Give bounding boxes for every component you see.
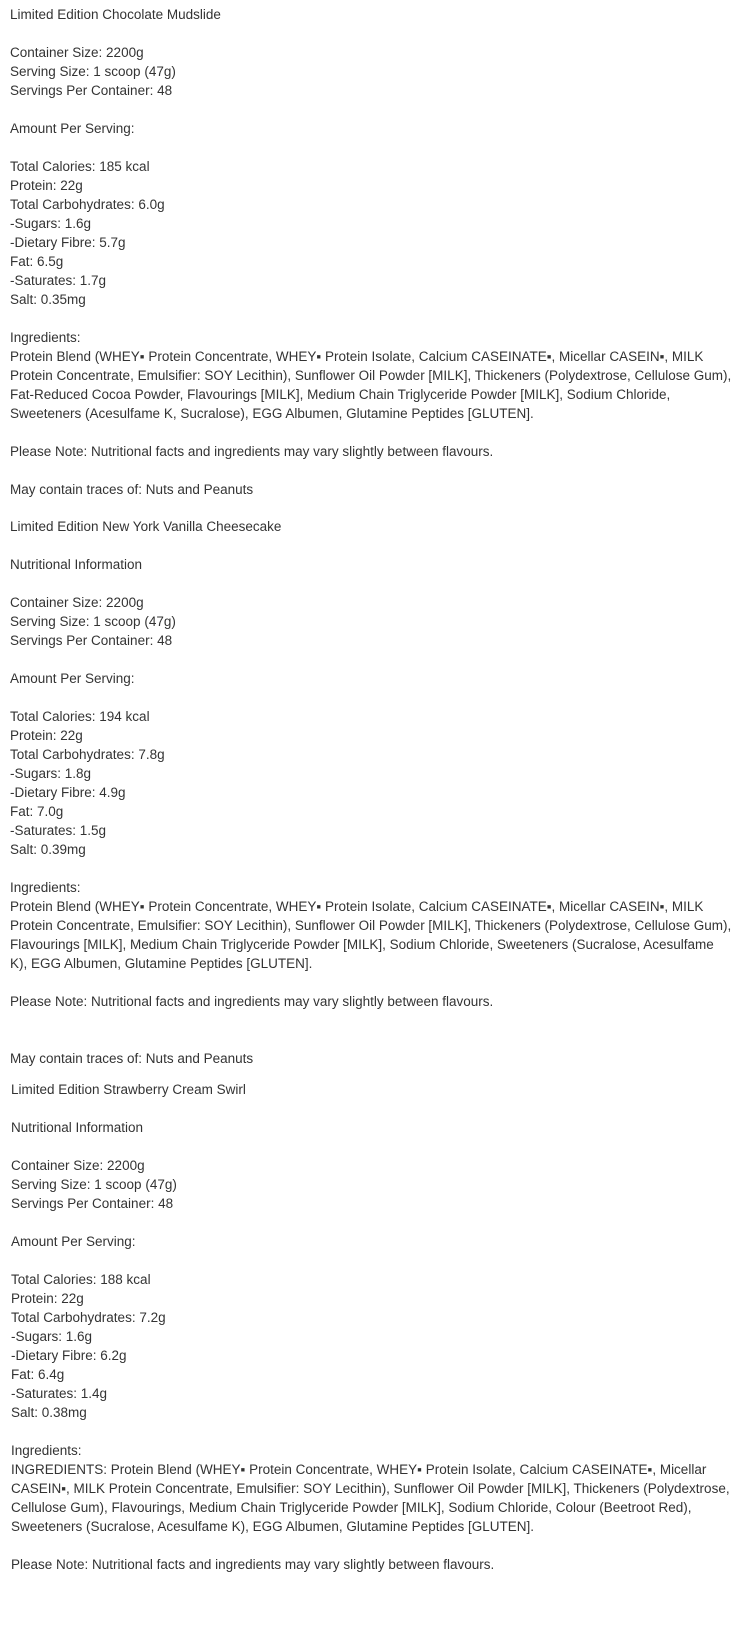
nutrition-protein: Protein: 22g (11, 1291, 84, 1306)
ingredients-text: Protein Blend (WHEY▪ Protein Concentrate, WHEY▪ Protein Isolate, Calcium CASEINATE▪, Micellar CASEIN▪, MILK Protein Concentrate, Emulsifier: SOY Lecithin), Sunflower Oil Powder [MILK], Thickeners (Polydextrose, Cellulose Gum), Fat-Reduced Cocoa Powder, Flavourings [MILK], Medium Chain Triglyceride Powder [MILK], Sodium Chloride, Sweeteners (Acesulfame K, Sucralose), EGG Albumen, Glutamine Peptides [GLUTEN]. (10, 349, 732, 421)
nutrition-saturates: -Saturates: 1.5g (10, 823, 107, 838)
nutrition-total-calories: Total Calories: 194 kcal (10, 709, 150, 724)
nutrition-sugars: -Sugars: 1.6g (10, 216, 92, 231)
container-size: Container Size: 2200g (10, 45, 144, 60)
ingredients-heading: Ingredients: (11, 1443, 82, 1458)
ingredients-heading: Ingredients: (10, 330, 81, 345)
nutrition-fat: Fat: 6.4g (11, 1367, 65, 1382)
product-title: Limited Edition New York Vanilla Cheesecake (10, 519, 282, 534)
product-section-strawberry-cream-swirl (11, 1080, 733, 1574)
may-contain-traces: May contain traces of: Nuts and Peanuts (10, 1051, 254, 1066)
nutrition-salt: Salt: 0.35mg (10, 292, 86, 307)
nutrition-dietary-fibre: -Dietary Fibre: 4.9g (10, 785, 126, 800)
amount-per-serving-heading: Amount Per Serving: (10, 671, 135, 686)
nutrition-saturates: -Saturates: 1.7g (10, 273, 107, 288)
nutrition-total-carbohydrates: Total Carbohydrates: 7.2g (11, 1310, 166, 1325)
nutrition-dietary-fibre: -Dietary Fibre: 6.2g (11, 1348, 127, 1363)
serving-size: Serving Size: 1 scoop (47g) (10, 64, 176, 79)
nutrition-saturates: -Saturates: 1.4g (11, 1386, 108, 1401)
ingredients-text: Protein Blend (WHEY▪ Protein Concentrate, WHEY▪ Protein Isolate, Calcium CASEINATE▪, Micellar CASEIN▪, MILK Protein Concentrate, Emulsifier: SOY Lecithin), Sunflower Oil Powder [MILK], Thickeners (Polydextrose, Cellulose Gum), Flavourings [MILK], Medium Chain Triglyceride Powder [MILK], Sodium Chloride, Sweeteners (Sucralose, Acesulfame K), EGG Albumen, Glutamine Peptides [GLUTEN]. (10, 899, 732, 971)
product-section-vanilla-cheesecake (10, 517, 732, 1068)
container-size: Container Size: 2200g (11, 1158, 145, 1173)
nutrition-fat: Fat: 6.5g (10, 254, 64, 269)
please-note: Please Note: Nutritional facts and ingredients may vary slightly between flavours. (11, 1557, 495, 1572)
container-size: Container Size: 2200g (10, 595, 144, 610)
nutritional-information-heading: Nutritional Information (10, 557, 143, 572)
servings-per-container: Servings Per Container: 48 (11, 1196, 174, 1211)
may-contain-traces: May contain traces of: Nuts and Peanuts (10, 482, 254, 497)
servings-per-container: Servings Per Container: 48 (10, 83, 173, 98)
amount-per-serving-heading: Amount Per Serving: (10, 121, 135, 136)
please-note: Please Note: Nutritional facts and ingredients may vary slightly between flavours. (10, 994, 494, 1009)
serving-size: Serving Size: 1 scoop (47g) (11, 1177, 177, 1192)
nutrition-dietary-fibre: -Dietary Fibre: 5.7g (10, 235, 126, 250)
amount-per-serving-heading: Amount Per Serving: (11, 1234, 136, 1249)
servings-per-container: Servings Per Container: 48 (10, 633, 173, 648)
product-section-chocolate-mudslide (10, 5, 732, 499)
nutrition-total-carbohydrates: Total Carbohydrates: 7.8g (10, 747, 165, 762)
nutrition-total-calories: Total Calories: 185 kcal (10, 159, 150, 174)
nutrition-fat: Fat: 7.0g (10, 804, 64, 819)
nutrition-sugars: -Sugars: 1.6g (11, 1329, 93, 1344)
nutrition-protein: Protein: 22g (10, 728, 83, 743)
please-note: Please Note: Nutritional facts and ingredients may vary slightly between flavours. (10, 444, 494, 459)
nutrition-total-calories: Total Calories: 188 kcal (11, 1272, 151, 1287)
nutrition-salt: Salt: 0.38mg (11, 1405, 87, 1420)
product-title: Limited Edition Chocolate Mudslide (10, 7, 221, 22)
serving-size: Serving Size: 1 scoop (47g) (10, 614, 176, 629)
nutrition-protein: Protein: 22g (10, 178, 83, 193)
ingredients-text: INGREDIENTS: Protein Blend (WHEY▪ Protein Concentrate, WHEY▪ Protein Isolate, Calcium CASEINATE▪, Micellar CASEIN▪, MILK Protein Concentrate, Emulsifier: SOY Lecithin), Sunflower Oil Powder [MILK], Thickeners (Polydextrose, Cellulose Gum), Flavourings, Medium Chain Triglyceride Powder [MILK], Sodium Chloride, Colour (Beetroot Red), Sweeteners (Sucralose, Acesulfame K), EGG Albumen, Glutamine Peptides [GLUTEN]. (11, 1462, 730, 1534)
nutritional-information-heading: Nutritional Information (11, 1120, 144, 1135)
product-title: Limited Edition Strawberry Cream Swirl (11, 1082, 246, 1097)
nutrition-salt: Salt: 0.39mg (10, 842, 86, 857)
nutrition-sugars: -Sugars: 1.8g (10, 766, 92, 781)
nutrition-total-carbohydrates: Total Carbohydrates: 6.0g (10, 197, 165, 212)
ingredients-heading: Ingredients: (10, 880, 81, 895)
